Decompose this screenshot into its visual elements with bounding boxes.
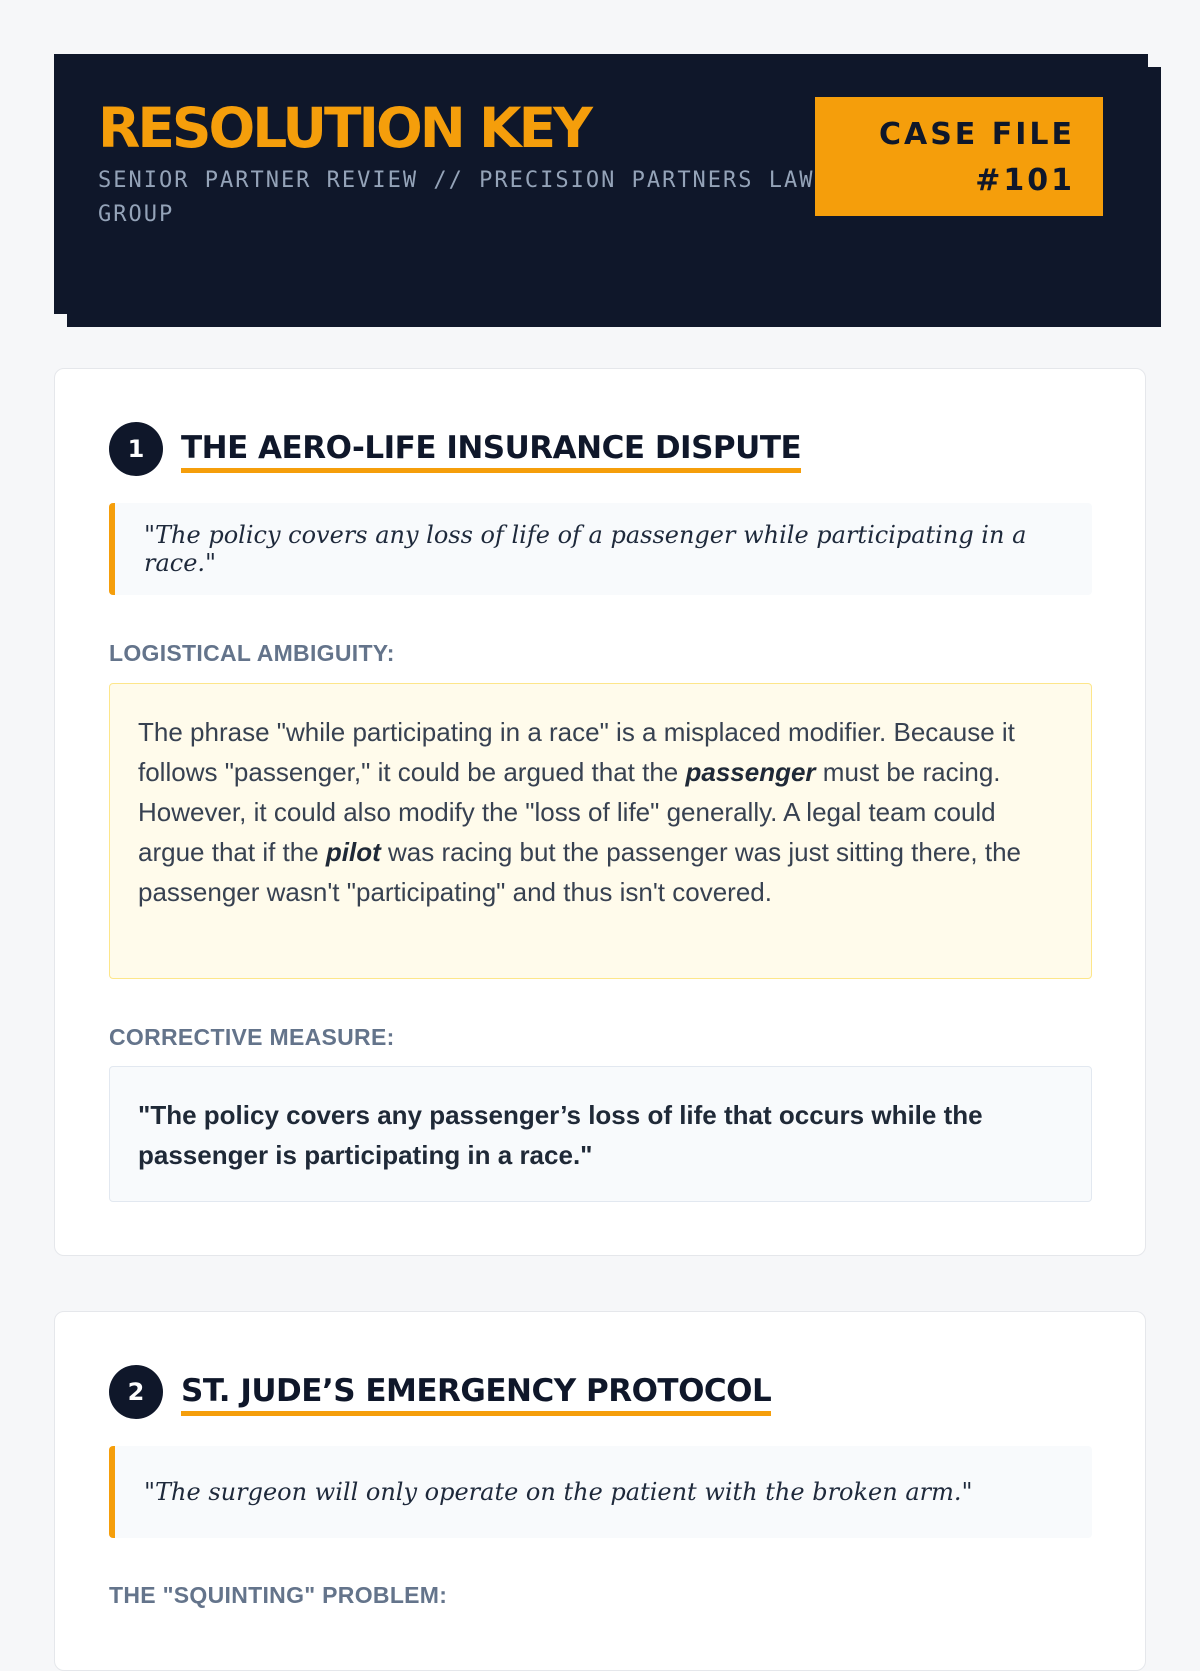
case-card-2 <box>54 1311 1146 1671</box>
case-title: ST. JUDE’S EMERGENCY PROTOCOL <box>181 1371 771 1416</box>
analysis-text: The phrase "while participating in a race" is a misplaced modifier. Because it follows "passenger," it could be argued that the <box>138 717 1015 787</box>
fix-label: CORRECTIVE MEASURE: <box>109 1024 395 1050</box>
case-file-label: CASE FILE <box>878 117 1075 152</box>
case-number-badge: 1 <box>109 422 163 476</box>
case-number-badge: 2 <box>109 1365 163 1419</box>
page-header <box>54 54 1161 327</box>
case-quote: "The surgeon will only operate on the patient with the broken arm." <box>109 1446 1092 1538</box>
issue-label: THE "SQUINTING" PROBLEM: <box>109 1582 448 1608</box>
analysis-emphasis: passenger <box>685 757 816 787</box>
analysis-emphasis: pilot <box>325 837 381 867</box>
analysis-text: must be racing. However, it could also modify the "loss of life" generally. A legal team could argue that if the <box>138 757 1001 867</box>
issue-label: LOGISTICAL AMBIGUITY: <box>109 640 395 666</box>
case-title: THE AERO-LIFE INSURANCE DISPUTE <box>181 428 801 473</box>
corrective-box: "The policy covers any passenger’s loss of life that occurs while the passenger is participating in a race." <box>109 1066 1092 1202</box>
case-card-1 <box>54 368 1146 1256</box>
analysis-box <box>109 683 1092 979</box>
page-subtitle: SENIOR PARTNER REVIEW // PRECISION PARTNERS LAW GROUP <box>98 168 815 227</box>
page-title: RESOLUTION KEY <box>98 96 590 160</box>
analysis-text: was racing but the passenger was just sitting there, the passenger wasn't "participating" and thus isn't covered. <box>138 837 1022 907</box>
case-file-number: #101 <box>975 163 1075 198</box>
case-quote: "The policy covers any loss of life of a passenger while participating in a race." <box>109 503 1092 595</box>
header-panel <box>54 54 1148 314</box>
case-file-badge <box>815 97 1103 216</box>
